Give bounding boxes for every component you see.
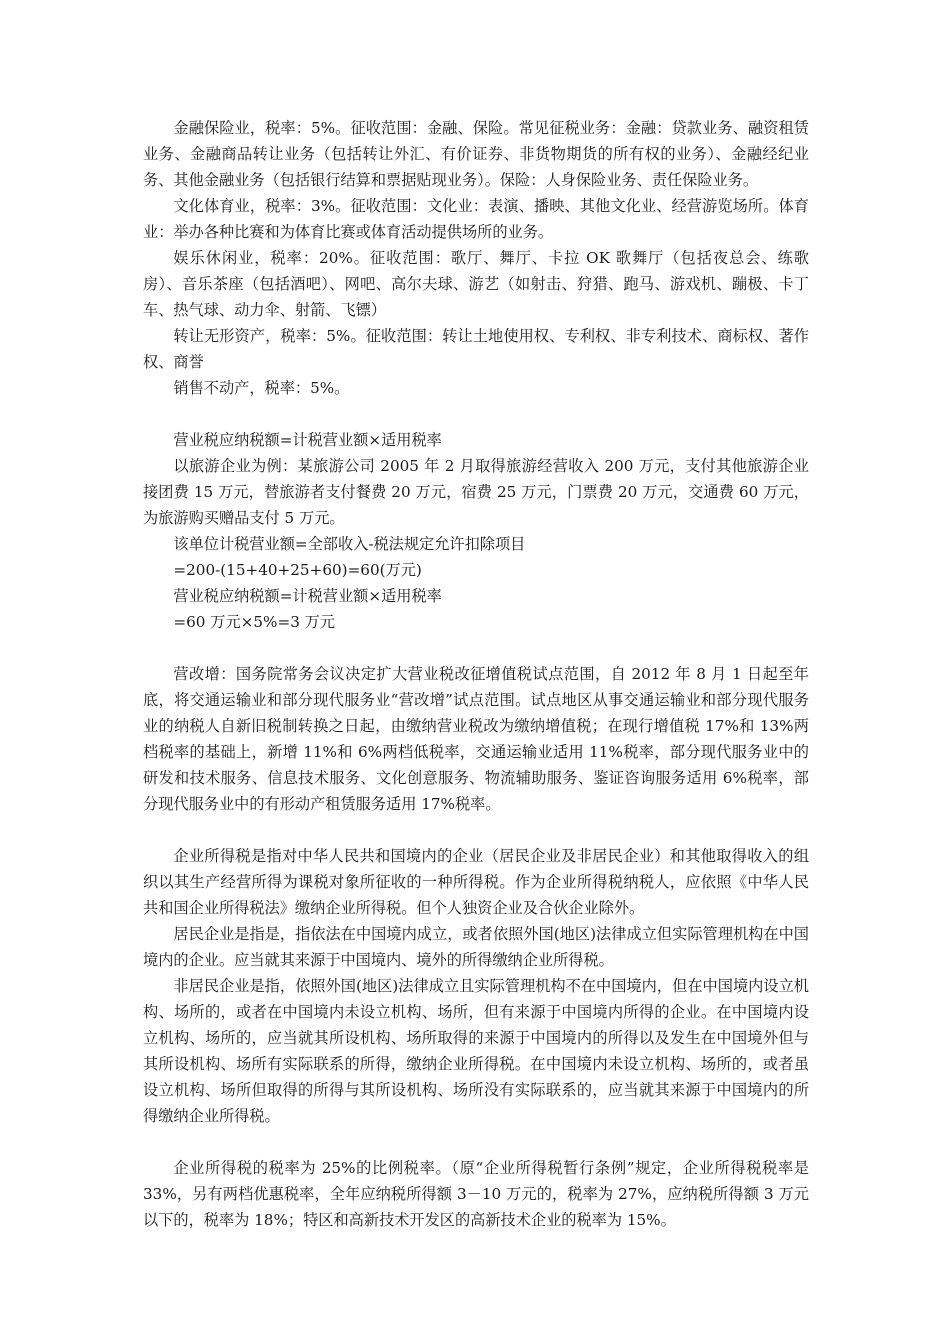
paragraph-culture-sports: 文化体育业，税率：3%。征收范围：文化业：表演、播映、其他文化业、经营游览场所。体育业：举办各种比赛和为体育比赛或体育活动提供场所的业务。 — [143, 197, 809, 241]
paragraph-resident-enterprise: 居民企业是指是，指依法在中国境内成立，或者依照外国(地区)法律成立但实际管理机构在中国境内的企业。应当就其来源于中国境内、境外的所得缴纳企业所得税。 — [143, 925, 809, 969]
paragraph-non-resident-enterprise: 非居民企业是指，依照外国(地区)法律成立且实际管理机构不在中国境内，但在中国境内设立机构、场所的，或者在中国境内未设立机构、场所，但有来源于中国境内所得的企业。在中国境内设立机构、场所的，应当就其所设机构、场所取得的来源于中国境内的所得以及发生在中国境外但与其所设机构、场所有实际联系的所得，缴纳企业所得税。在中国境内未设立机构、场所的，或者虽设立机构、场所但取得的所得与其所设机构、场所没有实际联系的，应当就其来源于中国境内的所得缴纳企业所得税。 — [143, 977, 809, 1125]
paragraph-intangible-assets: 转让无形资产，税率：5%。征收范围：转让土地使用权、专利权、非专利技术、商标权、著作权、商誉 — [143, 327, 809, 371]
document-body — [143, 115, 809, 1233]
paragraph-tourism-example: 以旅游企业为例：某旅游公司 2005 年 2 月取得旅游经营收入 200 万元，支付其他旅游企业接团费 15 万元，替旅游者支付餐费 20 万元，宿费 25 万元，门票费 20 万元，交通费 60 万元，为旅游购买赠品支付 5 万元。 — [143, 457, 809, 527]
paragraph-tax-formula: 营业税应纳税额=计税营业额×适用税率 — [173, 431, 442, 449]
paragraph-income-tax-rate: 企业所得税的税率为 25%的比例税率。（原“企业所得税暂行条例”规定，企业所得税税率是 33%，另有两档优惠税率，全年应纳税所得额 3－10 万元的，税率为 27%，应纳税所得额 3 万元以下的，税率为 18%；特区和高新技术开发区的高新技术企业的税率为 15%。 — [143, 1159, 809, 1229]
paragraph-finance-insurance: 金融保险业，税率：5%。征收范围：金融、保险。常见征税业务：金融：贷款业务、融资租赁业务、金融商品转让业务（包括转让外汇、有价证券、非货物期货的所有权的业务）、金融经纪业务、其他金融业务（包括银行结算和票据贴现业务）。保险：人身保险业务、责任保险业务。 — [143, 119, 809, 189]
paragraph-enterprise-income-tax: 企业所得税是指对中华人民共和国境内的企业（居民企业及非居民企业）和其他取得收入的组织以其生产经营所得为课税对象所征收的一种所得税。作为企业所得税纳税人，应依照《中华人民共和国企业所得税法》缴纳企业所得税。但个人独资企业及合伙企业除外。 — [143, 847, 809, 917]
paragraph-calculation: =200-(15+40+25+60)=60(万元) — [173, 561, 422, 579]
paragraph-tax-formula-repeat: 营业税应纳税额=计税营业额×适用税率 — [173, 587, 442, 605]
paragraph-vat-reform: 营改增：国务院常务会议决定扩大营业税改征增值税试点范围，自 2012 年 8 月 1 日起至年底，将交通运输业和部分现代服务业“营改增”试点范围。试点地区从事交通运输业和部分现代服务业的纳税人自新旧税制转换之日起，由缴纳营业税改为缴纳增值税；在现行增值税 17%和 13%两档税率的基础上，新增 11%和 6%两档低税率，交通运输业适用 11%税率，部分现代服务业中的研发和技术服务、信息技术服务、文化创意服务、物流辅助服务、鉴证咨询服务适用 6%税率，部分现代服务业中的有形动产租赁服务适用 17%税率。 — [143, 665, 809, 813]
paragraph-tax-result: =60 万元×5%=3 万元 — [173, 613, 336, 631]
paragraph-real-estate: 销售不动产，税率：5%。 — [173, 379, 350, 397]
paragraph-taxable-turnover: 该单位计税营业额=全部收入-税法规定允许扣除项目 — [173, 535, 526, 553]
paragraph-entertainment: 娱乐休闲业，税率：20%。征收范围：歌厅、舞厅、卡拉 OK 歌舞厅（包括夜总会、练歌房）、音乐茶座（包括酒吧）、网吧、高尔夫球、游艺（如射击、狩猎、跑马、游戏机、蹦极、卡丁车、热气球、动力伞、射箭、飞镖） — [143, 249, 809, 319]
